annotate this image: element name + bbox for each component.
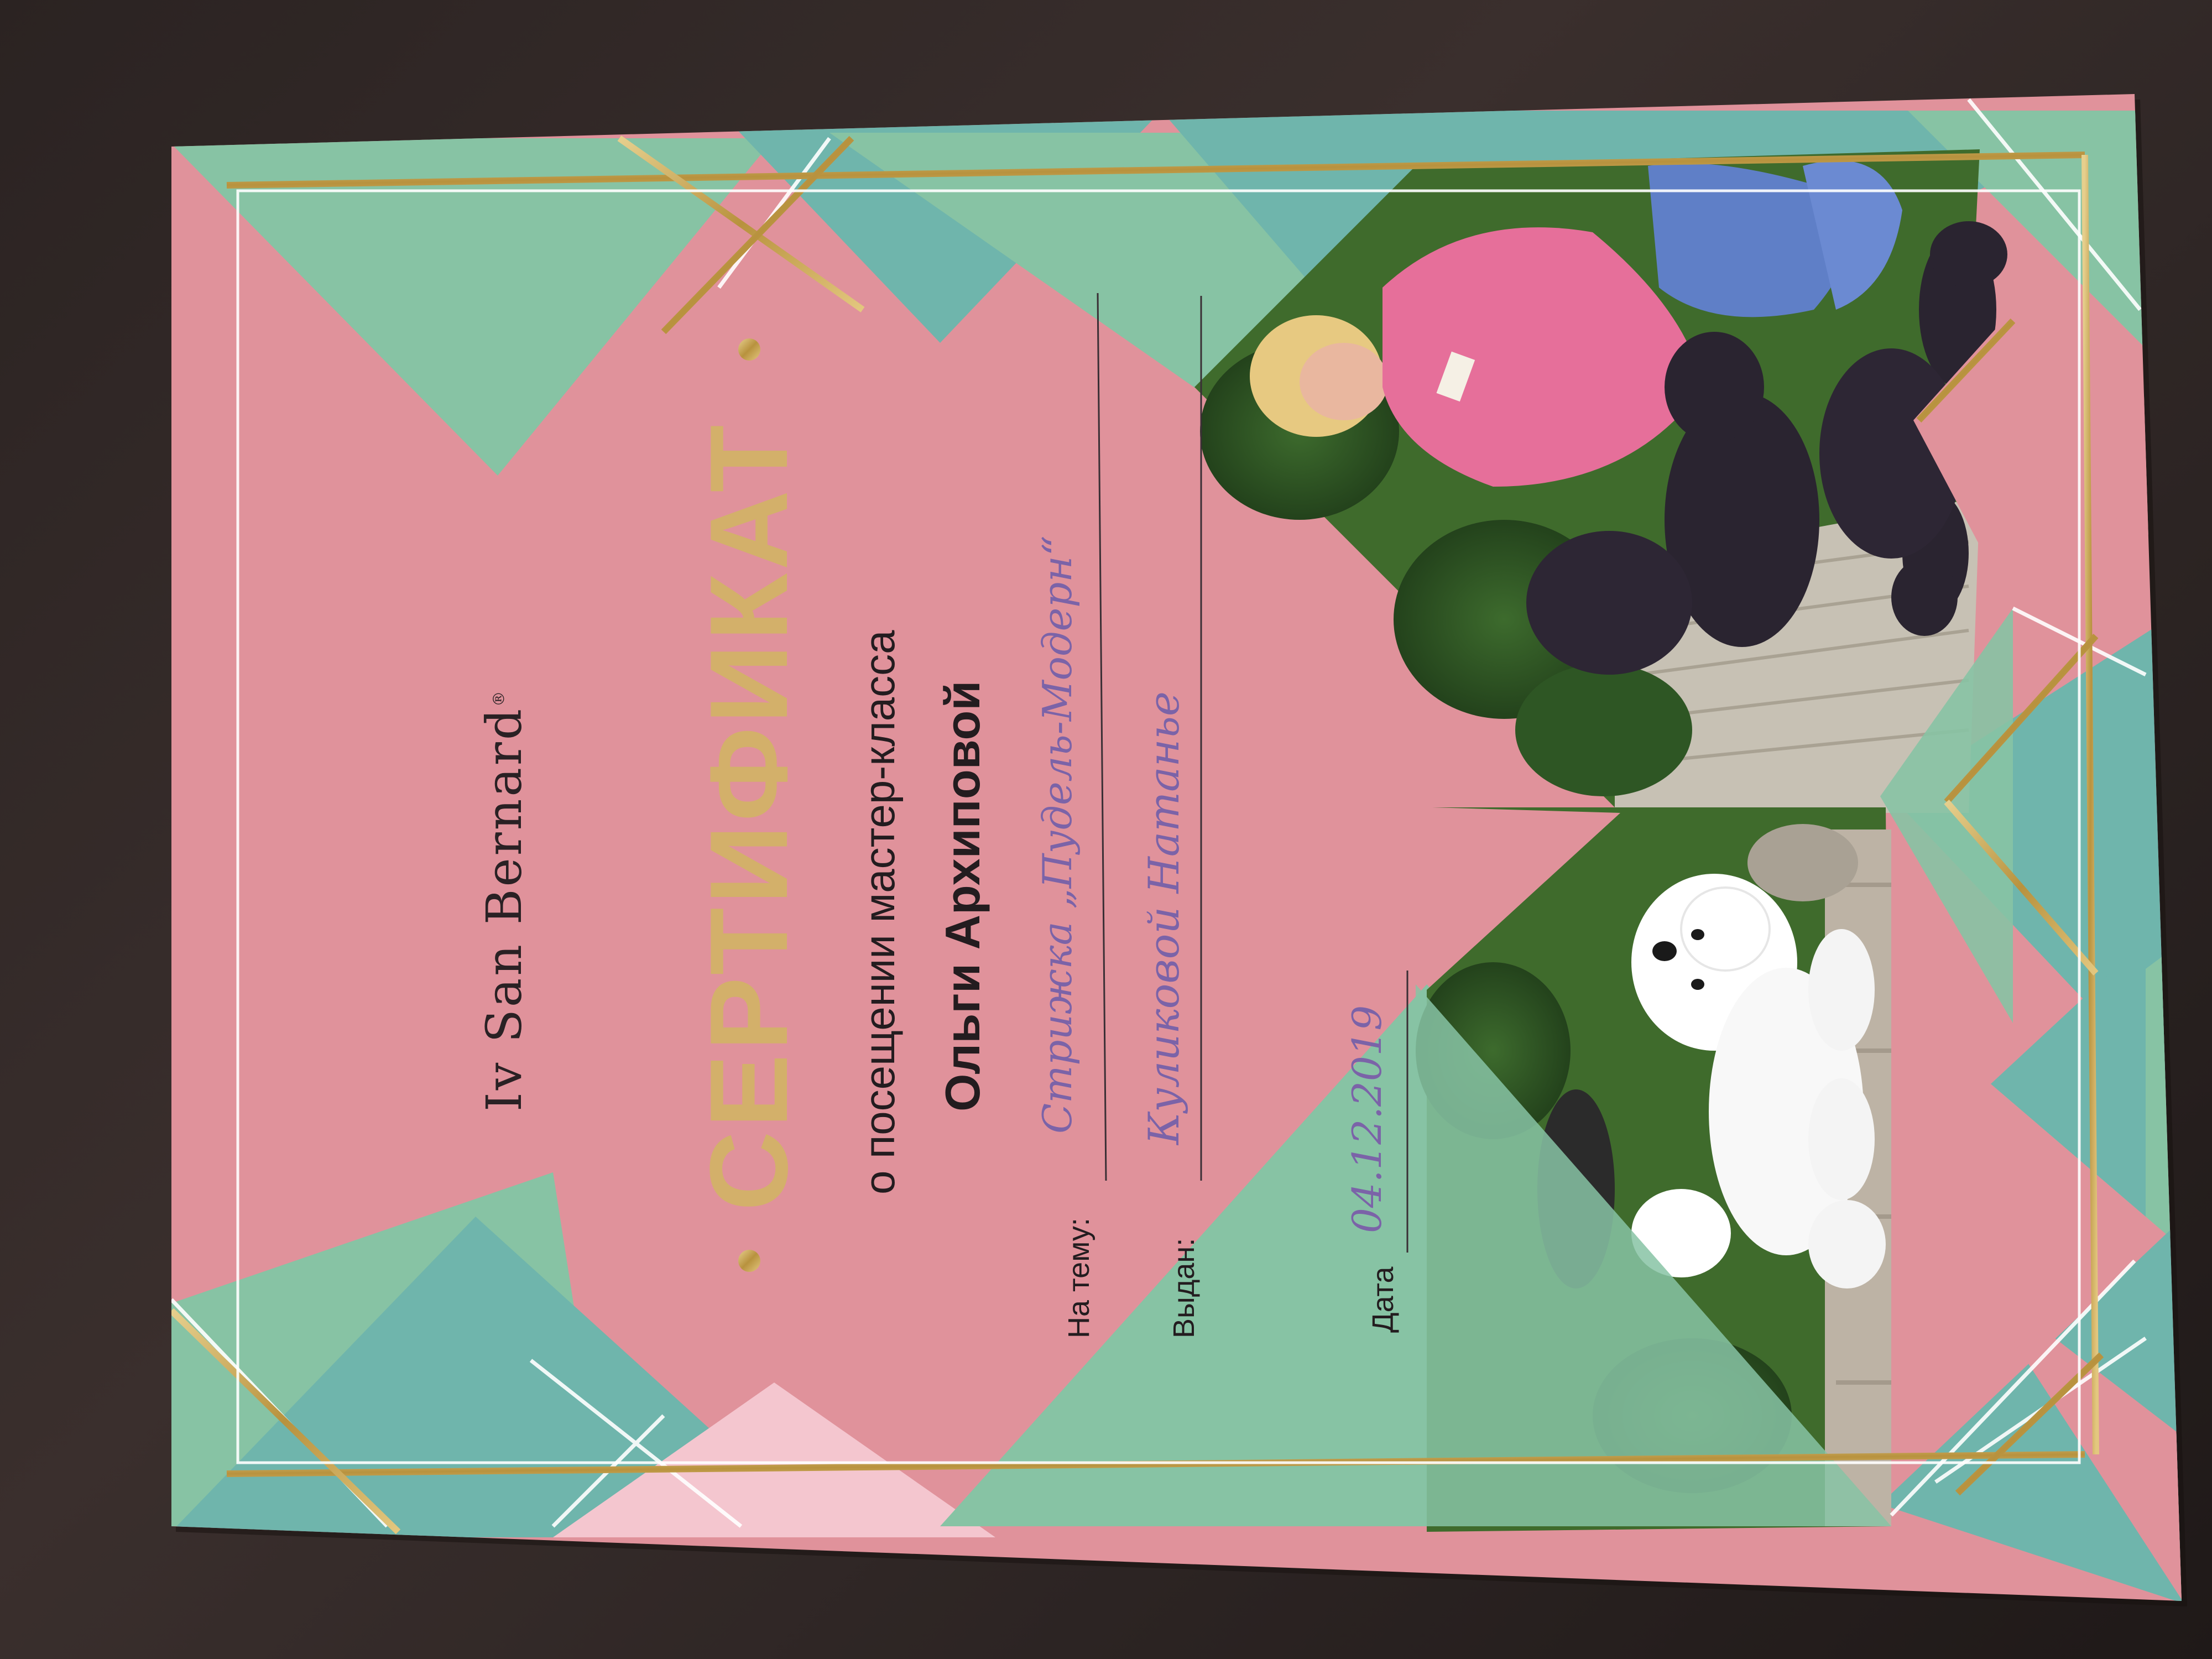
subtitle-line2: Ольги Архиповой: [935, 680, 990, 1112]
certificate-title: СЕРТИФИКАТ: [687, 421, 811, 1211]
issued-label: Выдан:: [1167, 1238, 1201, 1338]
topic-value: Стрижка „Пудель-Модерн“: [1034, 535, 1081, 1134]
brand-logo: Iv San Bernard®: [476, 688, 533, 1112]
date-value: 04.12.2019: [1344, 1005, 1390, 1233]
gold-dot-top: [738, 338, 760, 361]
date-label: Дата: [1366, 1266, 1400, 1333]
gold-dot-bottom: [738, 1250, 760, 1272]
subtitle-line1: о посещении мастер-класса: [855, 630, 904, 1194]
topic-label: На тему:: [1062, 1218, 1095, 1338]
issued-value: Куликовой Натанье: [1139, 691, 1188, 1145]
